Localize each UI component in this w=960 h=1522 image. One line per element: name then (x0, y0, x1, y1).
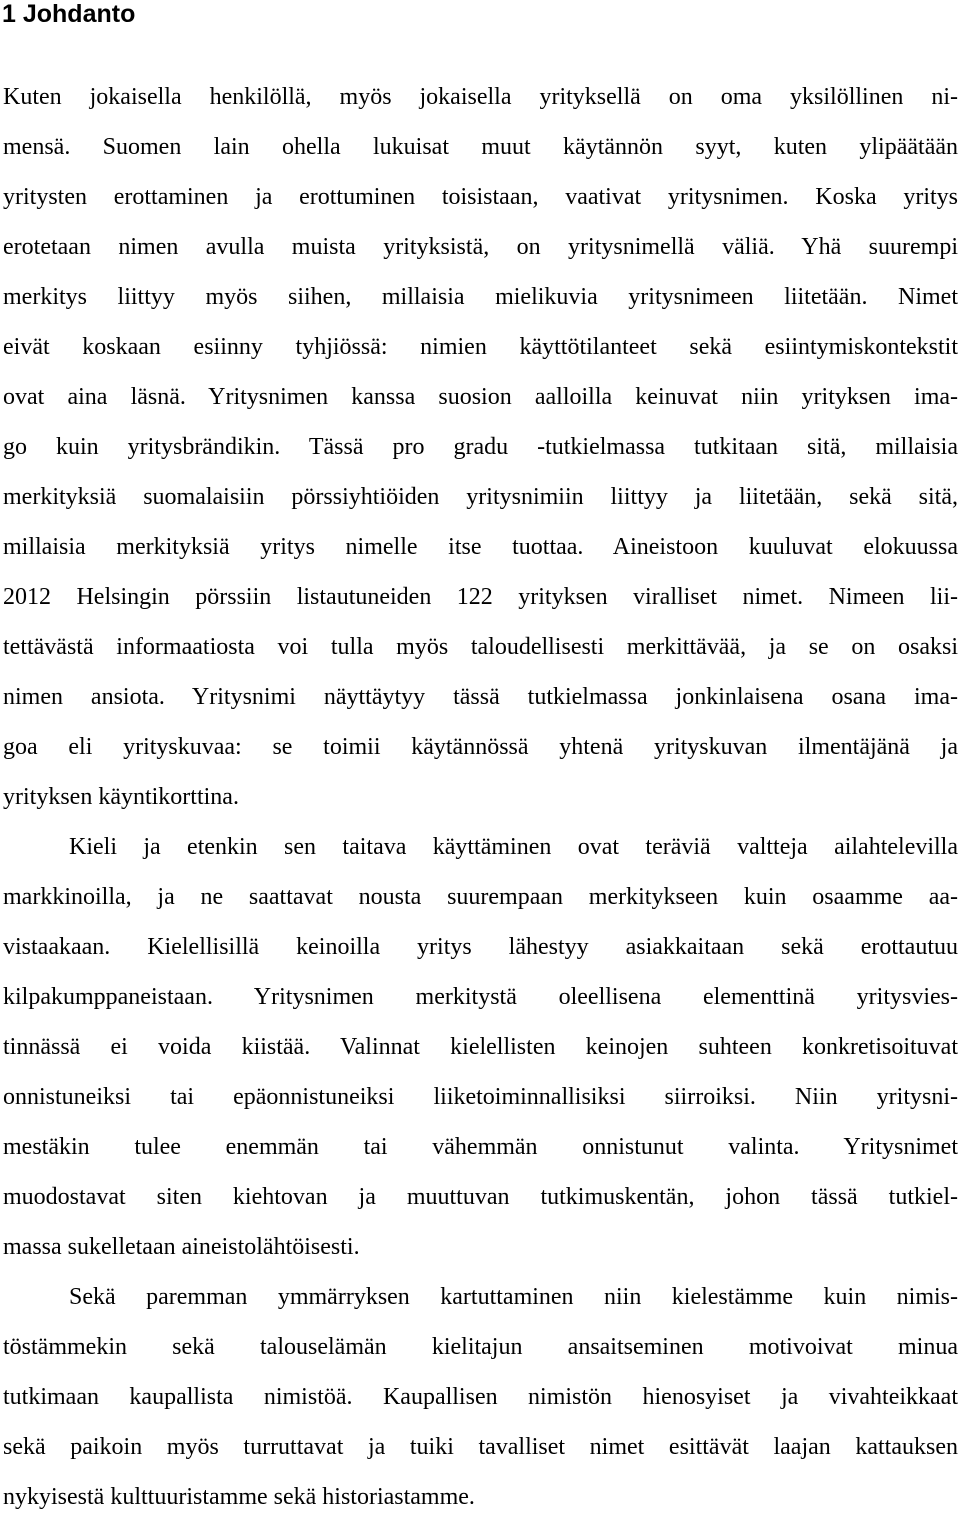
text-line: markkinoilla, ja ne saattavat nousta suurempaan merkitykseen kuin osaamme aa- (3, 884, 958, 910)
text-line: ovat aina läsnä. Yritysnimen kanssa suosion aalloilla keinuvat niin yrityksen ima- (3, 384, 958, 410)
text-line: töstämmekin sekä talouselämän kielitajun ansaitseminen motivoivat minua (3, 1334, 958, 1360)
text-line: go kuin yritysbrändikin. Tässä pro gradu -tutkielmassa tutkitaan sitä, millaisia (3, 434, 958, 460)
text-line: merkitys liittyy myös siihen, millaisia mielikuvia yritysnimeen liitetään. Nimet (3, 284, 958, 310)
text-line: vistaakaan. Kielellisillä keinoilla yritys lähestyy asiakkaitaan sekä erottautuu (3, 934, 958, 960)
text-line: mensä. Suomen lain ohella lukuisat muut käytännön syyt, kuten ylipäätään (3, 134, 958, 160)
text-line: Kuten jokaisella henkilöllä, myös jokaisella yrityksellä on oma yksilöllinen ni- (3, 84, 958, 110)
text-line: tinnässä ei voida kiistää. Valinnat kielellisten keinojen suhteen konkretisoituvat (3, 1034, 958, 1060)
text-line: muodostavat siten kiehtovan ja muuttuvan tutkimuskentän, johon tässä tutkiel- (3, 1184, 958, 1210)
text-line: erotetaan nimen avulla muista yrityksistä, on yritysnimellä väliä. Yhä suurempi (3, 234, 958, 260)
text-line: nimen ansiota. Yritysnimi näyttäytyy tässä tutkielmassa jonkinlaisena osana ima- (3, 684, 958, 710)
text-line: nykyisestä kulttuuristamme sekä historiastamme. (3, 1484, 475, 1510)
text-line: merkityksiä suomalaisiin pörssiyhtiöiden yritysnimiin liittyy ja liitetään, sekä sitä, (3, 484, 958, 510)
text-line: goa eli yrityskuvaa: se toimii käytännössä yhtenä yrityskuvan ilmentäjänä ja (3, 734, 958, 760)
text-line: yritysten erottaminen ja erottuminen toisistaan, vaativat yritysnimen. Koska yritys (3, 184, 958, 210)
text-line: sekä paikoin myös turruttavat ja tuiki tavalliset nimet esittävät laajan kattauksen (3, 1434, 958, 1460)
text-line: tutkimaan kaupallista nimistöä. Kaupallisen nimistön hienosyiset ja vivahteikkaat (3, 1384, 958, 1410)
text-line: kilpakumppaneistaan. Yritysnimen merkitystä oleellisena elementtinä yritysvies- (3, 984, 958, 1010)
text-line: yrityksen käyntikorttina. (3, 784, 239, 810)
text-line: 2012 Helsingin pörssiin listautuneiden 122 yrityksen viralliset nimet. Nimeen lii- (3, 584, 958, 610)
text-line: onnistuneiksi tai epäonnistuneiksi liiketoiminnallisiksi siirroiksi. Niin yritysni- (3, 1084, 958, 1110)
text-line: massa sukelletaan aineistolähtöisesti. (3, 1234, 360, 1260)
section-heading: 1 Johdanto (2, 0, 136, 28)
text-line: eivät koskaan esiinny tyhjiössä: nimien käyttötilanteet sekä esiintymiskontekstit (3, 334, 958, 360)
text-line: Kieli ja etenkin sen taitava käyttäminen ovat teräviä valtteja ailahtelevilla (69, 834, 958, 860)
text-line: Sekä paremman ymmärryksen kartuttaminen niin kielestämme kuin nimis- (69, 1284, 958, 1310)
text-line: millaisia merkityksiä yritys nimelle itse tuottaa. Aineistoon kuuluvat elokuussa (3, 534, 958, 560)
text-line: tettävästä informaatiosta voi tulla myös taloudellisesti merkittävää, ja se on osaksi (3, 634, 958, 660)
text-line: mestäkin tulee enemmän tai vähemmän onnistunut valinta. Yritysnimet (3, 1134, 958, 1160)
